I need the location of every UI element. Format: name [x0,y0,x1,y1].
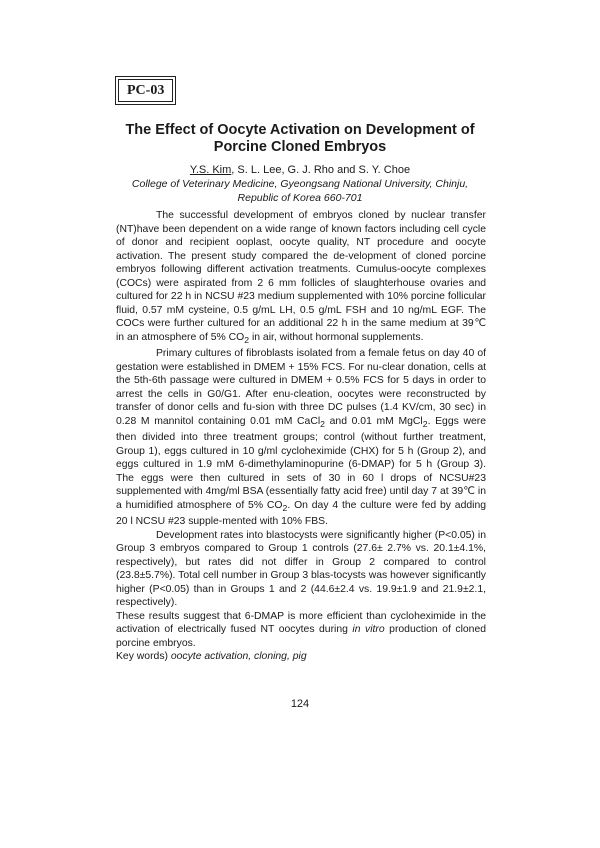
p2-text-d: . On day 4 the culture were fed by adding 20 l NCSU #23 supple-mented with 10% FBS. [116,499,486,528]
abstract-paragraph-4 [116,610,486,651]
first-author: Y.S. Kim [189,164,232,176]
p1-subscript: 2 [244,334,250,345]
p4-italic-text: in vitro [352,624,385,636]
keywords-line [116,650,307,664]
other-authors: , S. L. Lee, G. J. Rho and S. Y. Choe [231,164,411,176]
p4-text-b: production of cloned porcine embryos. [116,624,486,649]
p2-subscript-3: 2 [282,502,288,513]
affiliation [100,177,500,205]
p1-text-b: in air, without hormonal supplements. [249,331,424,343]
abstract-paragraph-2 [116,347,486,529]
keywords-label: Key words) [116,651,171,662]
author-list [60,163,540,177]
title-line-1: The Effect of Oocyte Activation on Development of [125,122,475,138]
p4-text-a: These results suggest that 6-DMAP is more efficient than cycloheximide in the activation of electrically fused NT oocytes during [116,610,486,636]
abstract-code-label: PC-03 [118,79,173,102]
p2-subscript-1: 2 [320,418,325,429]
paper-title [60,122,540,156]
affiliation-line-1: College of Veterinary Medicine, Gyeongsang National University, Chinju, [131,178,469,190]
p2-text-b: and 0.01 mM MgCl [324,415,423,427]
abstract-paragraph-1 [116,209,486,347]
abstract-paragraph-3: Development rates into blastocysts were significantly higher (P<0.05) in Group 3 embryos compared to Group 1 controls (27.6± 2.7% vs. 20.1±4.1%, respectively), but rates did not differ in Group 2 compared to control (23.8±5.7%). Total cell number in Group 3 blas-tocysts was however significantly higher (P<0.05) than in Groups 1 and 2 (44.6±2.4 vs. 19.9±1.9 and 21.9±2.1, respectively). [116,529,486,609]
p2-subscript-2: 2 [422,418,428,429]
keywords-terms: oocyte activation, cloning, pig [170,651,307,662]
p1-text-a: The successful development of embryos cloned by nuclear transfer (NT)have been dependent on a wide range of known factors including cell cycle of donor and recipient ooplast, oocyte quality, NT procedure and oocyte activation. The present study compared the de-velopment of cloned porcine embryos following different activation treatments. Cumulus-oocyte complexes (COCs) were aspirated from 2 6 mm follicles of slaughterhouse ovaries and cultured for 22 h in NCSU #23 medium supplemented with 10% porcine follicular fluid, 0.57 mM cysteine, 0.5 g/mL LH, 0.5 g/mL FSH and 10 ng/mL EGF. The COCs were further cultured for an additional 22 h in the same medium at 39℃ in an atmosphere of 5% CO [116,210,486,343]
title-line-2: Porcine Cloned Embryos [213,139,387,155]
affiliation-line-2: Republic of Korea 660-701 [237,192,363,204]
p2-text-c: . Eggs were then divided into three treatment groups; control (without further treatment, Group 1), eggs cultured in 10 g/ml cycloheximide (CHX) for 5 h (Group 2), and eggs cultured in 1.9 mM 6-dimethylaminopurine (6-DMAP) for 5 h (Group 3). The eggs were then cultured in sets of 30 in 60 l drops of NCSU#23 supplemented with 4mg/ml BSA (essentially fatty acid free) until day 7 at 39℃ in a humidified atmosphere of 5% CO [116,415,486,511]
p2-text-a: Primary cultures of fibroblasts isolated from a female fetus on day 40 of gestation were established in DMEM + 15% FCS. For nu-clear donation, cells at the 5th-6th passage were cultured in DMEM + 0.5% FCS for 5 days in order to arrest the cells in G0/G1. After enu-cleation, oocytes were reconstructed by transfer of donor cells and fu-sion with three DC pulses (1.4 KV/cm, 30 sec) in 0.28 M mannitol containing 0.01 mM CaCl [116,348,486,427]
abstract-body [116,209,486,650]
page-number: 124 [290,698,310,710]
